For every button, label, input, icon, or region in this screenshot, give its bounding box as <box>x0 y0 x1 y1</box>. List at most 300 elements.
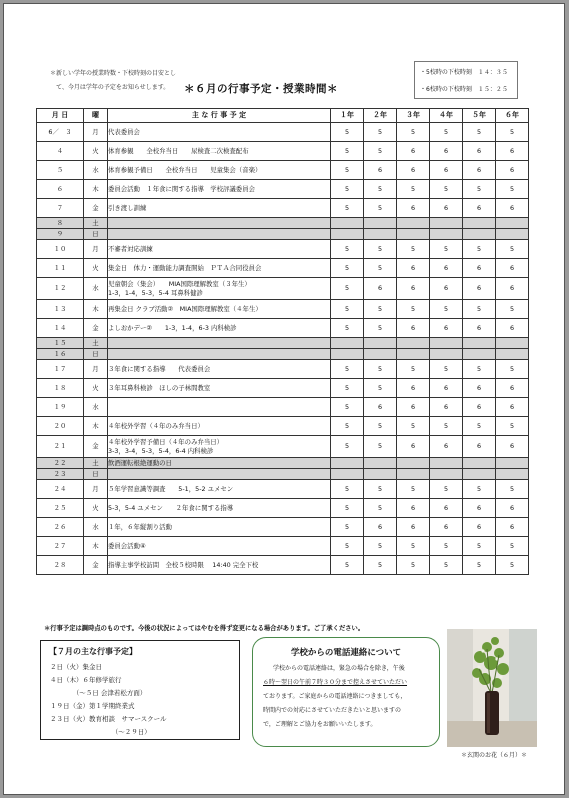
grade-4-periods: 6 <box>430 499 463 518</box>
grade-5-periods: 6 <box>463 436 496 458</box>
grade-4-periods: 5 <box>430 360 463 379</box>
header-grade-5: ５年 <box>463 109 496 123</box>
grade-2-periods <box>364 469 397 480</box>
grade-4-periods: 5 <box>430 123 463 142</box>
grade-4-periods: 6 <box>430 259 463 278</box>
events-cell <box>108 180 331 199</box>
grade-1-periods: 5 <box>331 161 364 180</box>
grade-4-periods: 6 <box>430 142 463 161</box>
grade-1-periods <box>331 218 364 229</box>
date-cell: １６ <box>37 349 84 360</box>
grade-6-periods: 5 <box>496 556 529 575</box>
event-text: よしおかデー② 1-3，1-4，6-3 内科検診 <box>108 323 237 332</box>
phone-line-5: で，ご理解とご協力をお願いいたします。 <box>263 721 377 728</box>
grade-4-periods: 5 <box>430 537 463 556</box>
grade-4-periods <box>430 469 463 480</box>
grade-2-periods: 5 <box>364 142 397 161</box>
grade-1-periods: 5 <box>331 499 364 518</box>
grade-2-periods: 5 <box>364 537 397 556</box>
grade-2-periods: 5 <box>364 436 397 458</box>
grade-4-periods: 6 <box>430 518 463 537</box>
july-list <box>50 661 167 739</box>
day-cell: 木 <box>84 180 108 199</box>
grade-1-periods: 5 <box>331 180 364 199</box>
grade-4-periods: 6 <box>430 199 463 218</box>
grade-1-periods: 5 <box>331 123 364 142</box>
date-cell: １２ <box>37 278 84 300</box>
grade-4-periods <box>430 338 463 349</box>
grade-4-periods: 5 <box>430 480 463 499</box>
list-item: １９日（金）第１学期終業式 <box>50 702 135 710</box>
grade-1-periods: 5 <box>331 278 364 300</box>
grade-2-periods: 5 <box>364 180 397 199</box>
grade-1-periods: 5 <box>331 537 364 556</box>
grade-6-periods: 5 <box>496 480 529 499</box>
grade-4-periods: 6 <box>430 436 463 458</box>
event-text: 委員会活動④ <box>108 541 146 550</box>
grade-1-periods: 5 <box>331 436 364 458</box>
grade-2-periods <box>364 458 397 469</box>
events-cell <box>108 436 331 458</box>
list-item: （～５日 会津若松方面） <box>50 689 147 697</box>
grade-3-periods: 6 <box>397 199 430 218</box>
grade-3-periods: 6 <box>397 161 430 180</box>
grade-4-periods <box>430 218 463 229</box>
schedule-table <box>36 108 529 575</box>
grade-6-periods: 6 <box>496 259 529 278</box>
grade-6-periods: 5 <box>496 537 529 556</box>
grade-6-periods: 6 <box>496 161 529 180</box>
grade-1-periods <box>331 469 364 480</box>
grade-2-periods: 5 <box>364 480 397 499</box>
grade-4-periods <box>430 349 463 360</box>
grade-3-periods: 6 <box>397 278 430 300</box>
table-row <box>37 379 529 398</box>
table-row <box>37 469 529 480</box>
table-row <box>37 142 529 161</box>
grade-2-periods: 5 <box>364 417 397 436</box>
grade-5-periods <box>463 469 496 480</box>
grade-2-periods: 5 <box>364 556 397 575</box>
grade-1-periods: 5 <box>331 480 364 499</box>
events-cell <box>108 518 331 537</box>
grade-5-periods: 6 <box>463 398 496 417</box>
grade-6-periods: 5 <box>496 180 529 199</box>
grade-6-periods: 6 <box>496 319 529 338</box>
grade-6-periods: 6 <box>496 142 529 161</box>
day-cell: 月 <box>84 240 108 259</box>
day-cell: 日 <box>84 229 108 240</box>
day-cell: 金 <box>84 319 108 338</box>
grade-2-periods <box>364 349 397 360</box>
grade-3-periods: 6 <box>397 319 430 338</box>
grade-6-periods: 6 <box>496 436 529 458</box>
table-row <box>37 300 529 319</box>
date-cell: １４ <box>37 319 84 338</box>
grade-6-periods: 6 <box>496 518 529 537</box>
events-cell <box>108 300 331 319</box>
header-grade-6: ６年 <box>496 109 529 123</box>
day-cell: 月 <box>84 360 108 379</box>
date-cell: 6／ ３ <box>37 123 84 142</box>
table-row <box>37 218 529 229</box>
header-grade-4: ４年 <box>430 109 463 123</box>
table-row <box>37 259 529 278</box>
header-grade-3: ３年 <box>397 109 430 123</box>
events-cell <box>108 123 331 142</box>
grade-2-periods: 6 <box>364 161 397 180</box>
phone-line-4: 時間内での対応にさせていただきたいと思いますの <box>263 707 402 714</box>
events-cell <box>108 360 331 379</box>
date-cell: １５ <box>37 338 84 349</box>
list-item: ２日（火）集金日 <box>50 663 102 671</box>
event-text: 集金日 体力・運動能力調査開始 ＰＴＡ合同役員会 <box>108 263 262 272</box>
event-text: 体育参観予備日 全校弁当日 児童集会（音楽） <box>108 165 262 174</box>
grade-4-periods <box>430 458 463 469</box>
day-cell: 日 <box>84 469 108 480</box>
grade-1-periods <box>331 458 364 469</box>
grade-3-periods: 6 <box>397 259 430 278</box>
grade-3-periods <box>397 349 430 360</box>
grade-6-periods: 5 <box>496 360 529 379</box>
grade-1-periods: 5 <box>331 142 364 161</box>
date-cell: ２４ <box>37 480 84 499</box>
page-title: ＊６月の行事予定・授業時間＊ <box>184 83 338 95</box>
event-text: 引き渡し訓練 <box>108 203 147 212</box>
table-row <box>37 398 529 417</box>
note-line-2: て、今月は学年の予定をお知らせします。 <box>56 84 170 91</box>
table-row <box>37 417 529 436</box>
grade-6-periods <box>496 349 529 360</box>
grade-5-periods <box>463 349 496 360</box>
phone-line-3: ております。ご家庭からの電話連絡につきましても， <box>263 693 407 700</box>
event-text: 3-3，3-4，5-3，5-4，6-4 内科検診 <box>108 446 214 455</box>
grade-5-periods: 6 <box>463 278 496 300</box>
table-row <box>37 338 529 349</box>
grade-5-periods: 6 <box>463 379 496 398</box>
grade-1-periods: 5 <box>331 199 364 218</box>
grade-6-periods: 6 <box>496 398 529 417</box>
grade-6-periods: 6 <box>496 278 529 300</box>
events-cell <box>108 417 331 436</box>
entrance-flowers-photo <box>447 629 537 747</box>
events-cell <box>108 229 331 240</box>
grade-6-periods <box>496 218 529 229</box>
grade-4-periods: 5 <box>430 180 463 199</box>
july-events-box <box>40 640 240 740</box>
note-line-1: ＊新しい学年の授業時数・下校時刻の目安とし <box>50 70 177 77</box>
events-cell <box>108 338 331 349</box>
table-row <box>37 436 529 458</box>
grade-2-periods <box>364 338 397 349</box>
grade-5-periods: 5 <box>463 240 496 259</box>
grade-5-periods: 5 <box>463 360 496 379</box>
grade-1-periods <box>331 349 364 360</box>
grade-1-periods: 5 <box>331 300 364 319</box>
events-cell <box>108 556 331 575</box>
grade-5-periods: 6 <box>463 499 496 518</box>
day-cell: 水 <box>84 398 108 417</box>
grade-6-periods: 5 <box>496 300 529 319</box>
date-cell: １７ <box>37 360 84 379</box>
date-cell: ５ <box>37 161 84 180</box>
date-cell: ９ <box>37 229 84 240</box>
event-text: ３年食に関する指導 代表委員会 <box>108 364 211 373</box>
grade-1-periods: 5 <box>331 319 364 338</box>
phone-line-2: ６時～翌日の午前７時３０分まで控えさせていただい <box>263 679 408 686</box>
grade-2-periods: 5 <box>364 499 397 518</box>
phone-line-1: 学校からの電話連絡は，緊急の場合を除き，午後 <box>273 665 405 672</box>
events-cell <box>108 379 331 398</box>
grade-3-periods: 5 <box>397 180 430 199</box>
grade-6-periods: 5 <box>496 123 529 142</box>
event-text: 1-3，1-4，5-3，5-4 耳鼻科健診 <box>108 288 203 297</box>
table-row <box>37 240 529 259</box>
grade-3-periods: 5 <box>397 556 430 575</box>
grade-3-periods: 6 <box>397 379 430 398</box>
event-text: 児童朝会（集会） MIA国際理解教室（３年生） <box>108 279 251 288</box>
header-grade-2: ２年 <box>364 109 397 123</box>
grade-3-periods <box>397 338 430 349</box>
events-cell <box>108 480 331 499</box>
date-cell: １８ <box>37 379 84 398</box>
table-row <box>37 319 529 338</box>
table-row <box>37 518 529 537</box>
day-cell: 火 <box>84 259 108 278</box>
table-row <box>37 458 529 469</box>
events-cell <box>108 319 331 338</box>
date-cell: ７ <box>37 199 84 218</box>
grade-6-periods: 5 <box>496 417 529 436</box>
grade-3-periods <box>397 469 430 480</box>
date-cell: ２７ <box>37 537 84 556</box>
grade-6-periods <box>496 338 529 349</box>
event-text: 5-3，5-4 ユメセン ２年食に関する指導 <box>108 503 234 512</box>
date-cell: ２８ <box>37 556 84 575</box>
day-cell: 土 <box>84 218 108 229</box>
date-cell: １０ <box>37 240 84 259</box>
day-cell: 水 <box>84 518 108 537</box>
document-page <box>3 3 565 795</box>
event-text: 委員会活動 １年食に関する指導 学校評議委員会 <box>108 184 255 193</box>
date-cell: ２２ <box>37 458 84 469</box>
events-cell <box>108 398 331 417</box>
grade-3-periods: 5 <box>397 240 430 259</box>
events-cell <box>108 278 331 300</box>
event-text: ４年校外学習予備日（４年のみ弁当日） <box>108 437 224 446</box>
grade-4-periods: 5 <box>430 240 463 259</box>
grade-2-periods: 5 <box>364 259 397 278</box>
photo-caption: ＊玄関のお花（６月）＊ <box>460 752 527 759</box>
date-cell: ２５ <box>37 499 84 518</box>
grade-2-periods: 6 <box>364 278 397 300</box>
events-cell <box>108 499 331 518</box>
grade-5-periods: 6 <box>463 161 496 180</box>
grade-4-periods: 6 <box>430 319 463 338</box>
grade-1-periods: 5 <box>331 360 364 379</box>
day-cell: 金 <box>84 556 108 575</box>
events-cell <box>108 161 331 180</box>
grade-2-periods: 5 <box>364 360 397 379</box>
events-cell <box>108 199 331 218</box>
date-cell: ２６ <box>37 518 84 537</box>
footnote: ＊行事予定は調時点のものです。今後の状況によってはやむを得ず変更になる場合があります。ご了承ください。 <box>44 625 365 632</box>
header-grade-1: １年 <box>331 109 364 123</box>
event-text: 指導主事学校訪問 全校５校時限 14:40 完全下校 <box>108 560 259 569</box>
grade-2-periods: 5 <box>364 379 397 398</box>
grade-6-periods <box>496 469 529 480</box>
grade-5-periods: 5 <box>463 123 496 142</box>
grade-6-periods: 6 <box>496 499 529 518</box>
day-cell: 水 <box>84 161 108 180</box>
day-cell: 火 <box>84 379 108 398</box>
day-cell: 日 <box>84 349 108 360</box>
grade-5-periods: 6 <box>463 259 496 278</box>
event-text: 代表委員会 <box>108 127 140 136</box>
event-text: 飲酒運転根絶運動の日 <box>108 458 172 467</box>
grade-4-periods: 5 <box>430 556 463 575</box>
grade-5-periods <box>463 229 496 240</box>
grade-1-periods <box>331 338 364 349</box>
grade-5-periods <box>463 338 496 349</box>
events-cell <box>108 349 331 360</box>
grade-4-periods: 6 <box>430 379 463 398</box>
grade-6-periods: 6 <box>496 199 529 218</box>
day-cell: 金 <box>84 199 108 218</box>
grade-4-periods: 6 <box>430 161 463 180</box>
grade-1-periods: 5 <box>331 259 364 278</box>
grade-2-periods: 6 <box>364 398 397 417</box>
grade-5-periods: 5 <box>463 480 496 499</box>
grade-1-periods <box>331 229 364 240</box>
grade-3-periods <box>397 458 430 469</box>
events-cell <box>108 537 331 556</box>
grade-4-periods <box>430 229 463 240</box>
list-item: ２３日（火）教育相談 サマースクール <box>50 715 167 723</box>
table-row <box>37 556 529 575</box>
events-cell <box>108 458 331 469</box>
day-cell: 金 <box>84 436 108 458</box>
grade-4-periods: 5 <box>430 417 463 436</box>
table-row <box>37 349 529 360</box>
header-date: 月 日 <box>37 109 84 123</box>
grade-5-periods: 5 <box>463 300 496 319</box>
grade-4-periods: 6 <box>430 398 463 417</box>
day-cell: 月 <box>84 480 108 499</box>
grade-5-periods: 5 <box>463 537 496 556</box>
grade-5-periods <box>463 458 496 469</box>
header-events: 主 な 行 事 予 定 <box>108 109 331 123</box>
table-row <box>37 161 529 180</box>
grade-3-periods: 6 <box>397 142 430 161</box>
grade-5-periods: 5 <box>463 417 496 436</box>
grade-1-periods: 5 <box>331 556 364 575</box>
day-cell: 木 <box>84 300 108 319</box>
grade-3-periods: 6 <box>397 499 430 518</box>
day-cell: 月 <box>84 123 108 142</box>
day-cell: 火 <box>84 499 108 518</box>
end-time-5: ・5校時の下校時刻 １４：３５ <box>420 69 508 76</box>
table-header-row <box>37 109 529 123</box>
day-cell: 火 <box>84 142 108 161</box>
dismissal-time-box <box>414 61 518 99</box>
grade-3-periods: 5 <box>397 537 430 556</box>
event-text: ４年校外学習（４年のみ弁当日） <box>108 421 204 430</box>
grade-1-periods: 5 <box>331 518 364 537</box>
table-row <box>37 123 529 142</box>
day-cell: 土 <box>84 338 108 349</box>
grade-2-periods: 5 <box>364 123 397 142</box>
grade-5-periods: 6 <box>463 142 496 161</box>
events-cell <box>108 240 331 259</box>
date-cell: １９ <box>37 398 84 417</box>
grade-4-periods: 5 <box>430 300 463 319</box>
date-cell: １１ <box>37 259 84 278</box>
grade-3-periods <box>397 229 430 240</box>
event-text: 体育参観 全校弁当日 尿検査二次検査配布 <box>108 146 249 155</box>
grade-3-periods: 6 <box>397 518 430 537</box>
phone-notice-title: 学校からの電話連絡について <box>290 648 402 658</box>
intro-note <box>50 67 176 95</box>
grade-5-periods: 6 <box>463 319 496 338</box>
table-row <box>37 199 529 218</box>
grade-2-periods: 5 <box>364 199 397 218</box>
list-item: ４日（木）６年修学旅行 <box>50 676 122 684</box>
grade-1-periods: 5 <box>331 417 364 436</box>
table-row <box>37 499 529 518</box>
grade-4-periods: 6 <box>430 278 463 300</box>
grade-2-periods <box>364 229 397 240</box>
july-title: 【７月の主な行事予定】 <box>49 647 137 656</box>
grade-5-periods: 5 <box>463 556 496 575</box>
grade-1-periods: 5 <box>331 379 364 398</box>
event-text: 不審者対応訓練 <box>108 244 153 253</box>
table-row <box>37 480 529 499</box>
grade-3-periods <box>397 218 430 229</box>
header-day: 曜 <box>84 109 108 123</box>
date-cell: １３ <box>37 300 84 319</box>
day-cell: 水 <box>84 278 108 300</box>
grade-5-periods: 6 <box>463 518 496 537</box>
events-cell <box>108 142 331 161</box>
table-row <box>37 180 529 199</box>
grade-6-periods <box>496 458 529 469</box>
event-text: ５年学習意識等調査 5-1，5-2 ユメセン <box>108 484 234 493</box>
phone-notice-body <box>263 662 433 732</box>
grade-2-periods: 6 <box>364 518 397 537</box>
events-cell <box>108 469 331 480</box>
event-text: １年，６年縦割り活動 <box>108 522 172 531</box>
date-cell: ８ <box>37 218 84 229</box>
grade-5-periods <box>463 218 496 229</box>
event-text: 再集金日 クラブ活動② MIA国際理解教室（４年生） <box>108 304 262 313</box>
events-cell <box>108 259 331 278</box>
grade-3-periods: 6 <box>397 398 430 417</box>
table-row <box>37 278 529 300</box>
grade-3-periods: 5 <box>397 360 430 379</box>
grade-1-periods: 5 <box>331 240 364 259</box>
end-time-6: ・6校時の下校時刻 １５：２５ <box>420 86 508 93</box>
grade-3-periods: 6 <box>397 436 430 458</box>
grade-2-periods: 5 <box>364 240 397 259</box>
table-row <box>37 360 529 379</box>
grade-6-periods: 6 <box>496 379 529 398</box>
date-cell: ２３ <box>37 469 84 480</box>
grade-3-periods: 5 <box>397 480 430 499</box>
list-item: （～２９日） <box>50 728 151 736</box>
grade-2-periods: 5 <box>364 300 397 319</box>
table-row <box>37 229 529 240</box>
